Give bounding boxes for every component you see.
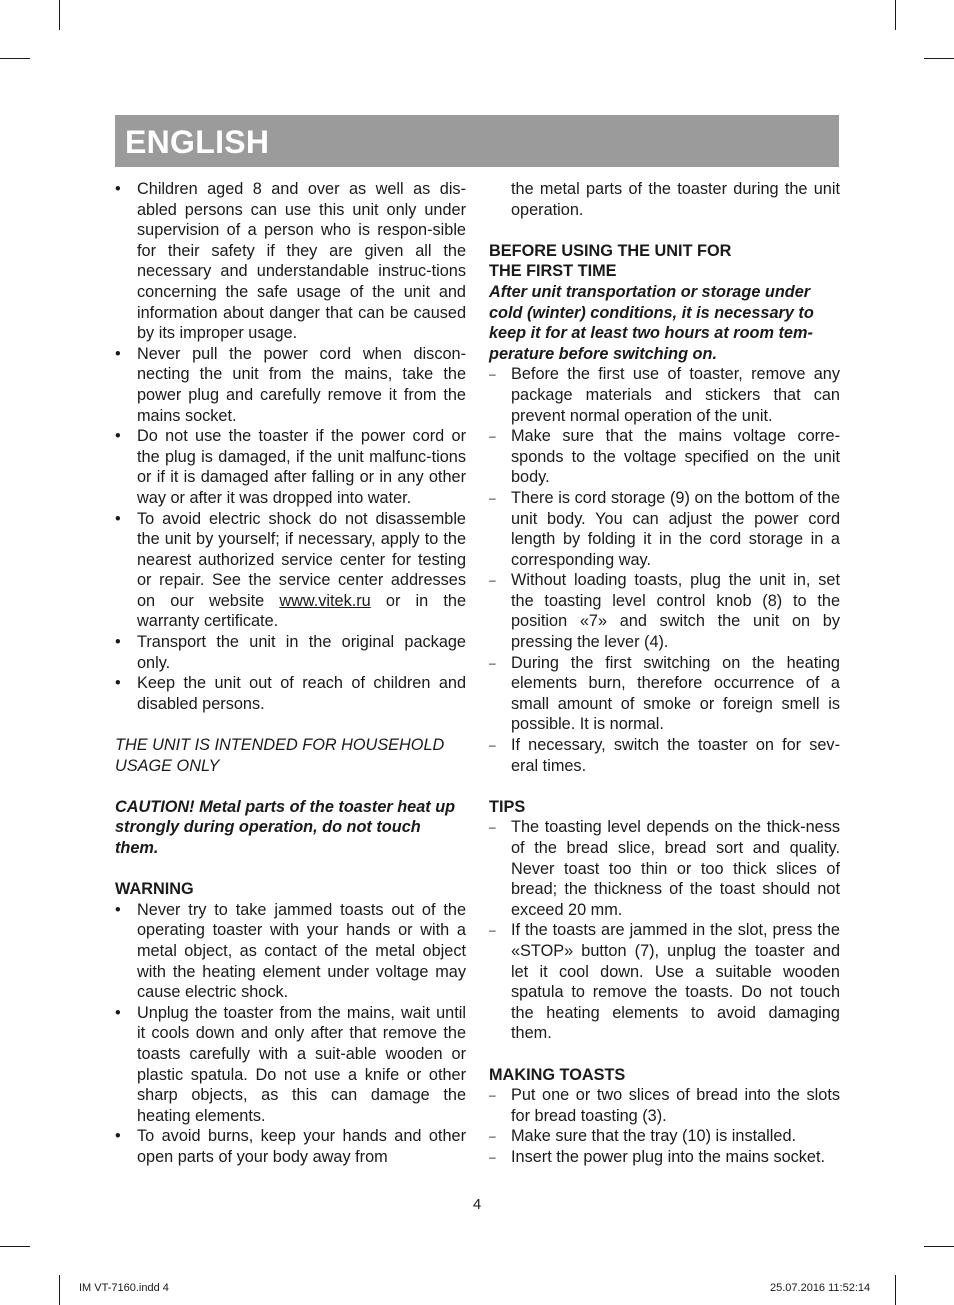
left-column [115, 179, 466, 1168]
list-item [115, 673, 466, 714]
list-item [489, 1126, 840, 1147]
list-item-text: Make sure that the mains voltage corre-sponds to the voltage specified on the unit body. [511, 427, 840, 487]
list-item-text: Never pull the power cord when discon-necting the unit from the mains, take the power plug and carefully remove it from the mains socket. [137, 344, 466, 425]
website-link[interactable]: www.vitek.ru [279, 591, 371, 610]
list-item-text: Do not use the toaster if the power cord or the plug is damaged, if the unit malfunc-tions or if it is damaged after falling or in any other way or after it was dropped into water. [137, 427, 466, 507]
list-item-text: Unplug the toaster from the mains, wait until it cools down and only after that remove the toasts carefully with a suit-able wooden or plastic spatula. Do not use a knife or other sharp objects, as this can damage the heating elements. [137, 1003, 466, 1125]
language-banner [115, 115, 839, 167]
bullet-marker: • [115, 509, 121, 528]
list-item-text: During the first switching on the heating elements burn, therefore occurrence of a small amount of smoke or foreign smell is possible. It is normal. [511, 653, 840, 734]
right-column [489, 179, 840, 1168]
crop-mark [0, 1246, 30, 1247]
tips-list [489, 817, 840, 1044]
dash-marker: – [489, 1088, 496, 1103]
list-item-text: Children aged 8 and over as well as dis-abled persons can use this unit only under supervision of a person who is respon-sible for their safety if they are given all the necessary and understandable instruc-tions concerning the safe usage of the unit and information about danger that can be caused by its improper usage. [137, 180, 466, 343]
list-item [115, 1126, 466, 1167]
list-item [489, 653, 840, 735]
list-item-text: Transport the unit in the original package only. [137, 633, 466, 672]
list-item-text: Insert the power plug into the mains socket. [511, 1147, 826, 1166]
list-item [115, 632, 466, 673]
caution-note: CAUTION! Metal parts of the toaster heat up strongly during operation, do not touch them. [115, 797, 456, 857]
page-number: 4 [472, 1196, 482, 1213]
before-first-use-heading: BEFORE USING THE UNIT FOR [489, 241, 732, 260]
list-item [115, 426, 466, 508]
list-item-text: Never try to take jammed toasts out of the operating toaster with your hands or with a metal object, as contact of the metal object with the heating element under voltage may cause electric shock. [137, 900, 466, 1002]
bullet-marker: • [115, 1003, 121, 1022]
dash-marker: – [489, 429, 496, 444]
transport-note: After unit transportation or storage under cold (winter) conditions, it is necessary to keep it for at least two hours at room tem-perature before switching on. [489, 282, 814, 363]
dash-marker: – [489, 573, 496, 588]
crop-mark [895, 1275, 896, 1305]
crop-mark [59, 0, 60, 30]
dash-marker: – [489, 738, 496, 753]
list-item [489, 817, 840, 920]
footer-filename: IM VT-7160.indd 4 [79, 1282, 169, 1294]
page-title: ENGLISH [125, 124, 270, 160]
list-item [489, 920, 840, 1044]
list-item [489, 570, 840, 652]
dash-marker: – [489, 1149, 496, 1164]
continued-text: the metal parts of the toaster during the unit operation. [511, 180, 840, 219]
list-item [489, 1147, 840, 1168]
crop-mark [895, 0, 896, 30]
crop-mark [924, 58, 954, 59]
making-toasts-list [489, 1085, 840, 1167]
list-item-text: If necessary, switch the toaster on for sev-eral times. [511, 736, 840, 775]
list-item-text: The toasting level depends on the thick-ness of the bread slice, bread sort and quality. Never toast too thin or too thick slices of bread; the thickness of the toast should not exceed 20 mm. [511, 818, 840, 919]
list-item [115, 509, 466, 633]
list-item [489, 735, 840, 776]
before-first-use-heading-line2: THE FIRST TIME [489, 262, 617, 281]
warning-heading: WARNING [115, 880, 194, 899]
list-item [489, 364, 840, 426]
list-item [115, 1003, 466, 1127]
list-item-text: There is cord storage (9) on the bottom of the unit body. You can adjust the power cord length by folding it in the cord storage in a corresponding way. [511, 488, 840, 569]
list-item [115, 344, 466, 426]
bullet-marker: • [115, 1127, 121, 1146]
list-item-text: Put one or two slices of bread into the slots for bread toasting (3). [511, 1086, 840, 1125]
dash-marker: – [489, 490, 496, 505]
bullet-marker: • [115, 674, 121, 693]
list-item-text: Keep the unit out of reach of children and disabled persons. [137, 674, 466, 713]
bullet-marker: • [115, 180, 121, 198]
dash-marker: – [489, 367, 496, 382]
dash-marker: – [489, 923, 496, 938]
list-item-text: Without loading toasts, plug the unit in, set the toasting level control knob (8) to the position «7» and switch the unit on by pressing the lever (4). [511, 571, 840, 652]
bullet-marker: • [115, 427, 121, 446]
household-note: THE UNIT IS INTENDED FOR HOUSEHOLD USAGE ONLY [115, 736, 445, 775]
safety-list [115, 179, 466, 714]
bullet-marker: • [115, 344, 121, 363]
dash-marker: – [489, 820, 496, 835]
list-item [489, 1085, 840, 1126]
crop-mark [924, 1246, 954, 1247]
bullet-marker: • [115, 900, 121, 919]
making-toasts-heading: MAKING TOASTS [489, 1065, 626, 1084]
list-item-text: or in the warranty certificate. [137, 591, 466, 631]
list-item [489, 488, 840, 570]
dash-marker: – [489, 655, 496, 670]
list-item-text: To avoid electric shock do not disassemble the unit by yourself; if necessary, apply to the nearest authorized service center for testing or repair. See the service center addresses on our website [137, 509, 466, 610]
before-use-list [489, 364, 840, 776]
dash-marker: – [489, 1129, 496, 1144]
footer-timestamp: 25.07.2016 11:52:14 [770, 1282, 871, 1294]
crop-mark [0, 58, 30, 59]
list-item [489, 426, 840, 488]
crop-mark [59, 1275, 60, 1305]
bullet-marker: • [115, 633, 121, 652]
list-item [115, 900, 466, 1003]
list-item-text: To avoid burns, keep your hands and other open parts of your body away from [137, 1127, 466, 1166]
list-item-text: Before the first use of toaster, remove any package materials and stickers that can prevent normal operation of the unit. [511, 365, 840, 425]
tips-heading: TIPS [489, 797, 526, 816]
list-item-text: If the toasts are jammed in the slot, press the «STOP» button (7), unplug the toaster and let it cool down. Use a suitable wooden spatula to remove the toasts. Do not touch the heating elements to avoid damaging them. [511, 921, 840, 1043]
warning-list [115, 900, 466, 1168]
list-item [115, 179, 466, 344]
list-item-text: Make sure that the tray (10) is installed. [511, 1127, 797, 1146]
